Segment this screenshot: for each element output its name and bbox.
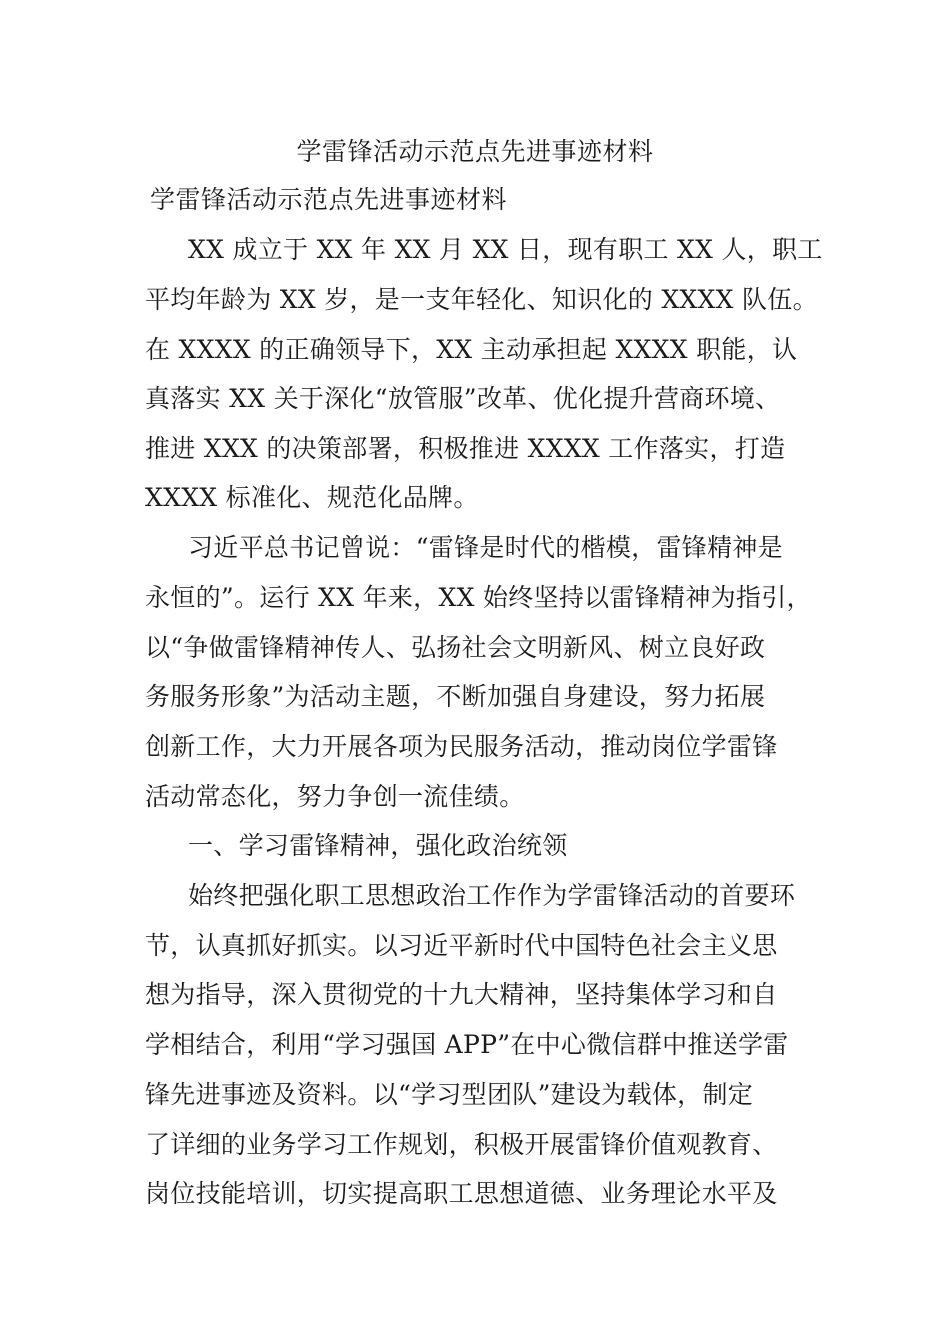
paragraph-line: 了详细的业务学习工作规划，积极开展雷锋价值观教育、 xyxy=(145,1130,778,1159)
paragraph-line: 节，认真抓好抓实。以习近平新时代中国特色社会主义思 xyxy=(145,931,778,960)
paragraph-line: 习近平总书记曾说：“雷锋是时代的楷模，雷锋精神是 xyxy=(188,533,783,562)
paragraph-line: 在 XXXX 的正确领导下，XX 主动承担起 XXXX 职能，认 xyxy=(145,335,798,364)
paragraph-line: 创新工作，大力开展各项为民服务活动，推动岗位学雷锋 xyxy=(145,732,778,761)
paragraph-line: XX 成立于 XX 年 XX 月 XX 日，现有职工 XX 人，职工 xyxy=(188,235,823,264)
section-heading: 一、学习雷锋精神，强化政治统领 xyxy=(188,831,568,860)
paragraph-line: 以“争做雷锋精神传人、弘扬社会文明新风、树立良好政 xyxy=(145,633,766,662)
paragraph-line: 平均年龄为 XX 岁，是一支年轻化、知识化的 XXXX 队伍。 xyxy=(145,285,818,314)
paragraph-line: XXXX 标准化、规范化品牌。 xyxy=(145,483,479,512)
document-title: 学雷锋活动示范点先进事迹材料 xyxy=(296,137,654,166)
paragraph-line: 锋先进事迹及资料。以“学习型团队”建设为载体，制定 xyxy=(145,1080,754,1109)
paragraph-line: 活动常态化，努力争创一流佳绩。 xyxy=(145,782,525,811)
paragraph-line: 务服务形象”为活动主题，不断加强自身建设，努力拓展 xyxy=(145,682,766,711)
paragraph-line: 学相结合，利用“学习强国 APP”在中心微信群中推送学雷 xyxy=(145,1030,789,1059)
paragraph-line: 岗位技能培训，切实提高职工思想道德、业务理论水平及 xyxy=(145,1179,778,1208)
paragraph-line: 始终把强化职工思想政治工作作为学雷锋活动的首要环 xyxy=(188,881,796,910)
paragraph-line: 真落实 XX 关于深化“放管服”改革、优化提升营商环境、 xyxy=(145,384,781,413)
document-subtitle: 学雷锋活动示范点先进事迹材料 xyxy=(150,185,508,214)
paragraph-line: 推进 XXX 的决策部署，积极推进 XXXX 工作落实，打造 xyxy=(145,434,786,463)
paragraph-line: 永恒的”。运行 XX 年来，XX 始终坚持以雷锋精神为指引， xyxy=(145,583,812,612)
paragraph-line: 想为指导，深入贯彻党的十九大精神，坚持集体学习和自 xyxy=(145,980,778,1009)
